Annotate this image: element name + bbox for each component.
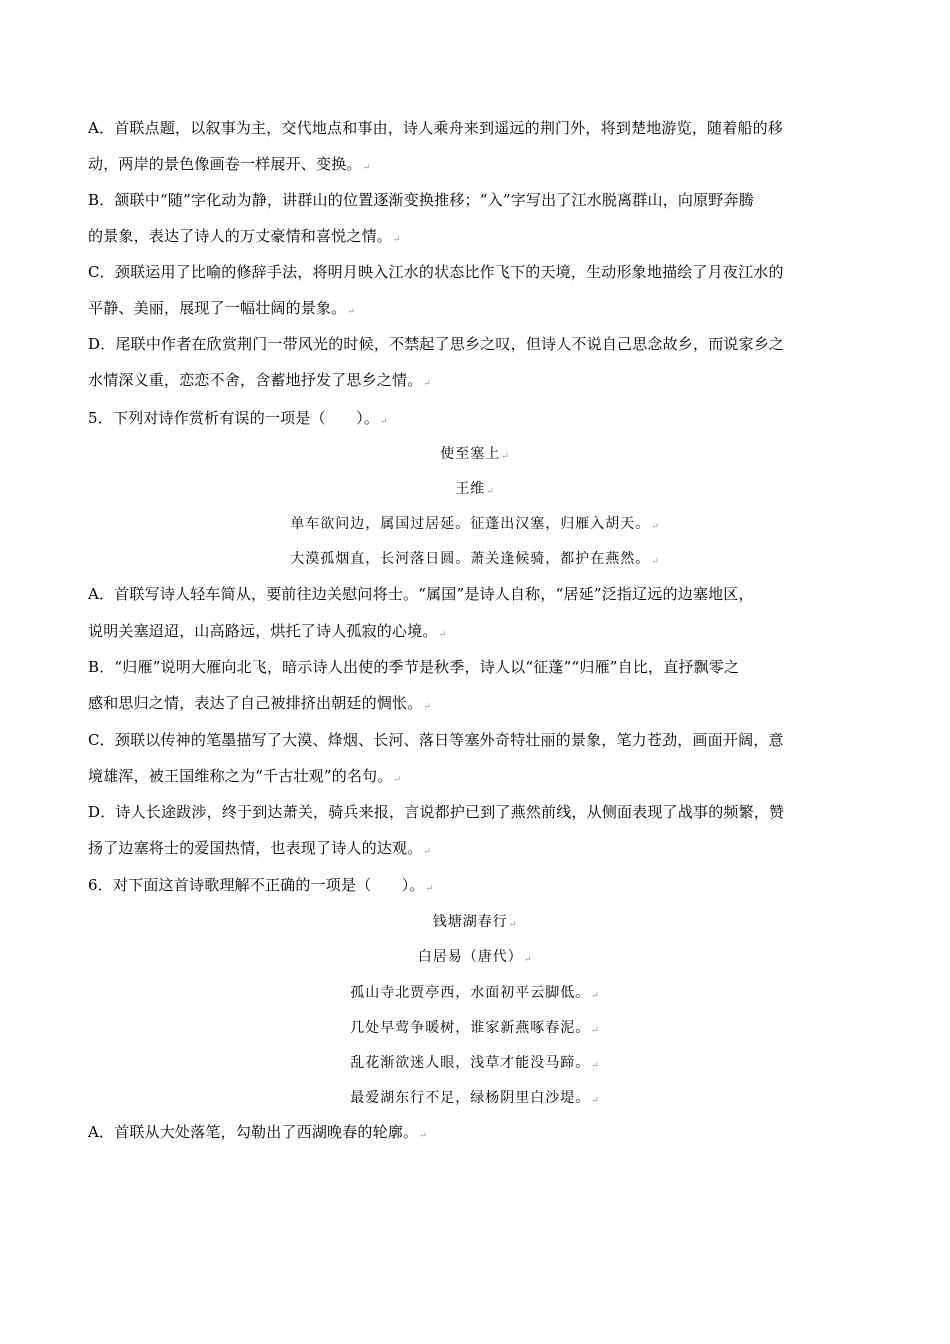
q5-poem-line-2: 大漠孤烟直，长河落日圆。萧关逢候骑，都护在燕然。↵	[290, 551, 660, 567]
q6-stem: 6．对下面这首诗歌理解不正确的一项是（ ）。↵	[88, 876, 434, 894]
q5-stem: 5．下列对诗作赏析有误的一项是（ ）。↵	[88, 409, 388, 427]
q5-option-b-line1: B．“归雁”说明大雁向北飞，暗示诗人出使的季节是秋季，诗人以“征蓬”“归雁”自比，直抒飘零之	[88, 658, 740, 676]
q5-option-d-line2: 扬了边塞将士的爱国热情，也表现了诗人的达观。↵	[88, 839, 432, 857]
q6-poem-title: 钱塘湖春行↵	[432, 914, 518, 930]
q4-option-b-line2: 的景象，表达了诗人的万丈豪情和喜悦之情。↵	[88, 227, 401, 245]
q5-poem-author: 王维↵	[455, 481, 495, 497]
q6-poem-line-2: 几处早莺争暖树，谁家新燕啄春泥。↵	[350, 1020, 600, 1036]
q6-poem-line-4: 最爱湖东行不足，绿杨阴里白沙堤。↵	[350, 1090, 600, 1106]
q4-option-a-line2: 动，两岸的景色像画卷一样展开、变换。↵	[88, 155, 371, 173]
q4-option-b-line1: B．颔联中“随”字化动为静，讲群山的位置逐渐变换推移；“入”字写出了江水脱离群山，向原野奔腾	[88, 191, 754, 209]
q4-option-d-line2: 水情深义重，恋恋不舍，含蓄地抒发了思乡之情。↵	[88, 371, 432, 389]
q5-option-c-line2: 境雄浑，被王国维称之为“千古壮观”的名句。↵	[88, 767, 402, 785]
q5-option-a-line2: 说明关塞迢迢，山高路远，烘托了诗人孤寂的心境。↵	[88, 622, 447, 640]
q4-option-c-line2: 平静、美丽，展现了一幅壮阔的景象。↵	[88, 299, 356, 317]
q5-option-a-line1: A．首联写诗人轻车简从，要前往边关慰问将士。“属国”是诗人自称，“居延”泛指辽远的边塞地区，	[88, 585, 754, 603]
q5-option-b-line2: 感和思归之情，表达了自己被排挤出朝廷的惆怅。↵	[88, 694, 432, 712]
q6-option-a: A．首联从大处落笔，勾勒出了西湖晚春的轮廓。↵	[88, 1123, 427, 1141]
q5-poem-line-1: 单车欲问边，属国过居延。征蓬出汉塞，归雁入胡天。↵	[290, 516, 660, 532]
q4-option-d-line1: D．尾联中作者在欣赏荆门一带风光的时候，不禁起了思乡之叹，但诗人不说自己思念故乡，而说家乡之	[88, 335, 785, 353]
q5-option-c-line1: C．颈联以传神的笔墨描写了大漠、烽烟、长河、落日等塞外奇特壮丽的景象，笔力苍劲，画面开阔，意	[88, 731, 784, 749]
q4-option-c-line1: C．颈联运用了比喻的修辞手法，将明月映入江水的状态比作飞下的天境，生动形象地描绘了月夜江水的	[88, 263, 784, 281]
q6-poem-line-3: 乱花渐欲迷人眼，浅草才能没马蹄。↵	[350, 1055, 600, 1071]
q5-poem-title: 使至塞上↵	[440, 446, 510, 462]
q5-option-d-line1: D．诗人长途跋涉，终于到达萧关，骑兵来报，言说都护已到了燕然前线，从侧面表现了战事的频繁，赞	[88, 803, 785, 821]
q6-poem-author: 白居易（唐代）↵	[417, 949, 533, 965]
q6-poem-line-1: 孤山寺北贾亭西，水面初平云脚低。↵	[350, 985, 600, 1001]
q4-option-a-line1: A．首联点题，以叙事为主，交代地点和事由，诗人乘舟来到遥远的荆门外，将到楚地游览，随着船的移	[88, 119, 784, 137]
